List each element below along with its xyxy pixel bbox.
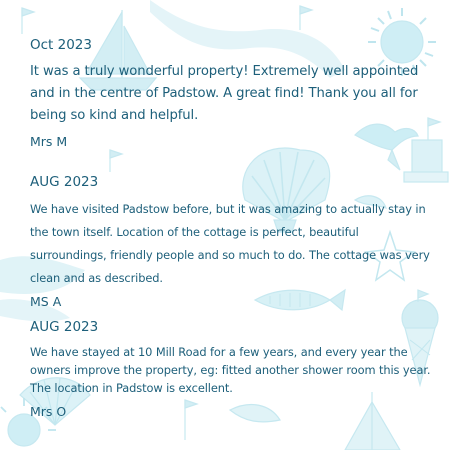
review-date: AUG 2023 bbox=[30, 319, 99, 335]
review-card bbox=[30, 173, 435, 311]
review-date: Oct 2023 bbox=[30, 37, 92, 53]
review-text: We have visited Padstow before, but it was amazing to actually stay in the town itself. Location of the cottage is perfect, beautiful surroundings, friendly people and so much to do. The cottage was very clean and as described. bbox=[30, 202, 430, 285]
review-date: AUG 2023 bbox=[30, 174, 99, 190]
review-author: Mrs M bbox=[30, 134, 68, 149]
review-text: We have stayed at 10 Mill Road for a few years, and every year the owners improve the property, eg: fitted another shower room this year. The location in Padstow is excellent. bbox=[30, 345, 431, 395]
review-card bbox=[30, 36, 435, 151]
review-author: Mrs O bbox=[30, 404, 67, 419]
review-author: MS A bbox=[30, 294, 62, 309]
review-card bbox=[30, 318, 435, 421]
review-text: It was a truly wonderful property! Extremely well appointed and in the centre of Padstow. A great find! Thank you all for being so kind and helpful. bbox=[30, 64, 419, 123]
